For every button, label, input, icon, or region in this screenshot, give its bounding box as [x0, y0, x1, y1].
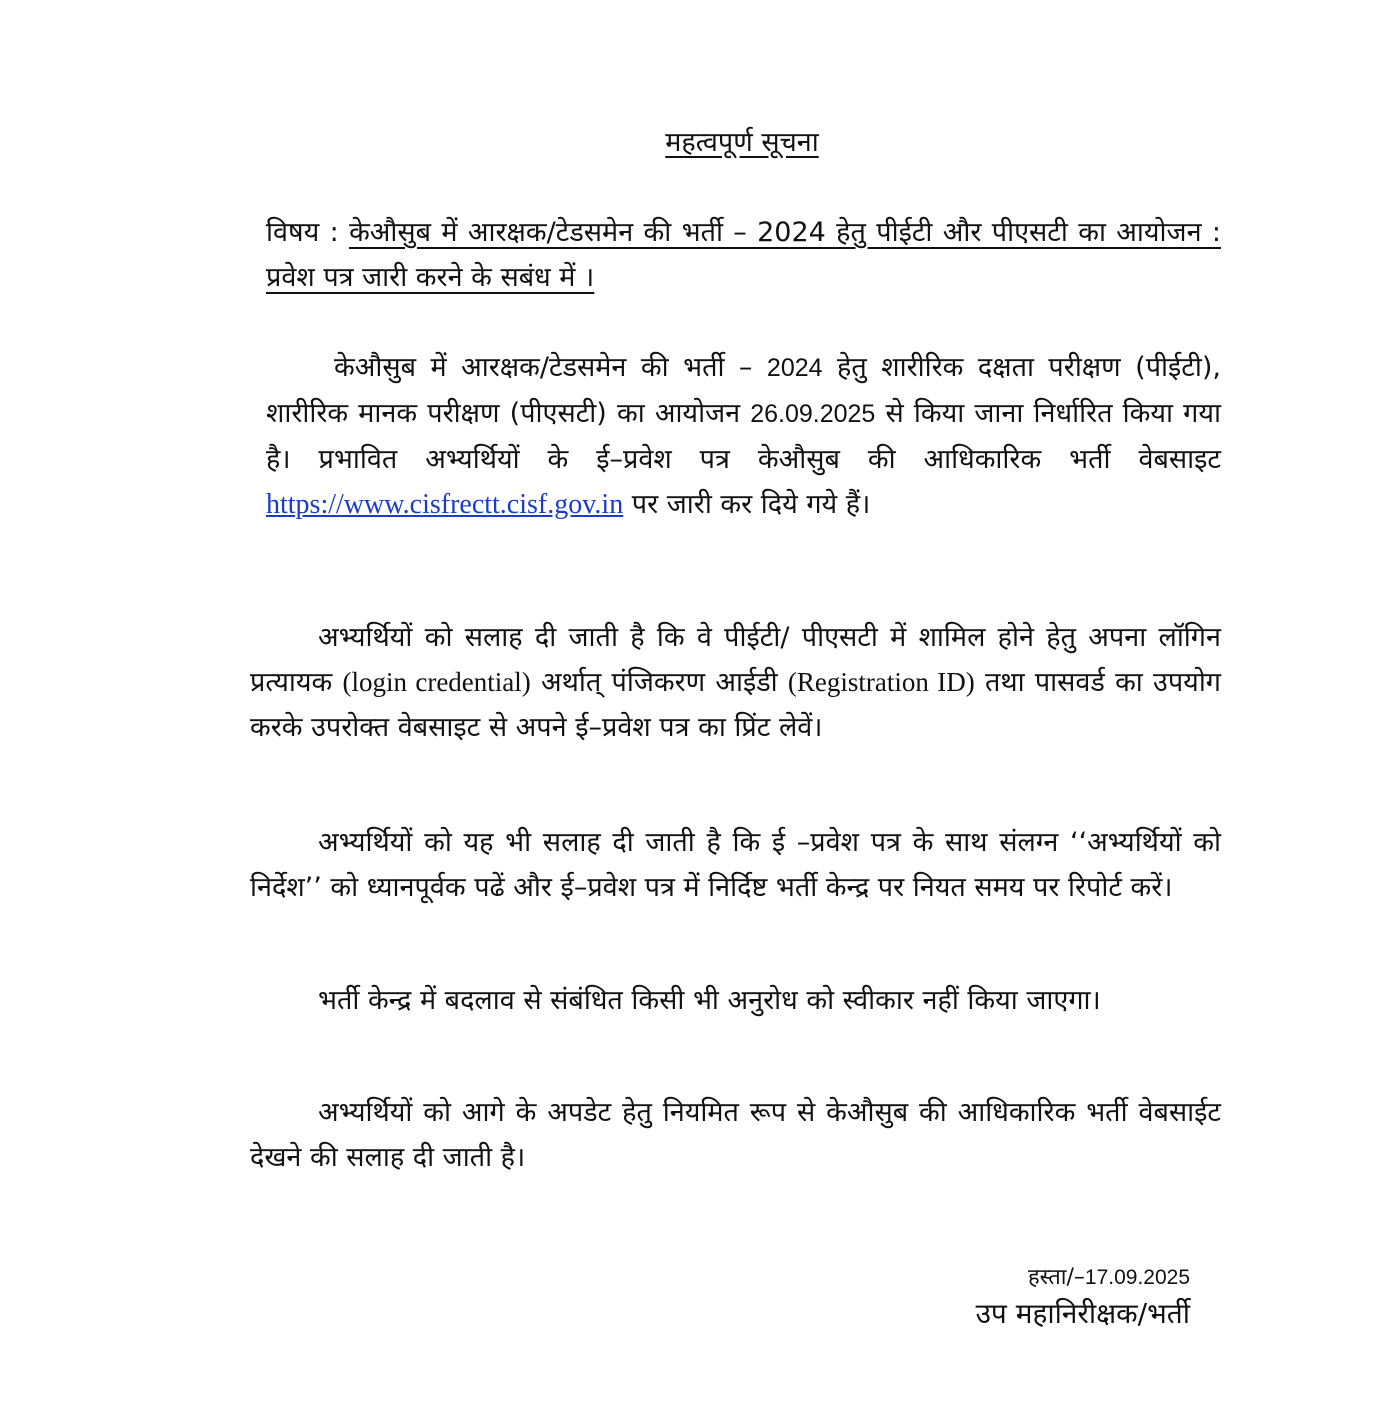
subject-label: विषय : [266, 217, 339, 248]
event-date: 26.09.2025 [750, 400, 876, 428]
paragraph-login-advice [250, 615, 1221, 750]
subject-line [266, 210, 1221, 300]
p1-text-c: से किया जाना निर्धारित किया गया है। प्रभावित अभ्यर्थियों के ई–प्रवेश पत्र केऔसुब की आधिकारिक भर्ती वेबसाइट [266, 398, 1221, 475]
signature-label: हस्ता/– [1028, 1265, 1085, 1290]
recruitment-year: 2024 [766, 354, 823, 382]
registration-id-term: (Registration ID) [787, 667, 975, 697]
p1-text-b: हेतु शारीरिक दक्षता परीक्षण (पीईटी), शारीरिक मानक परीक्षण (पीएसटी) का आयोजन [266, 352, 1222, 429]
signature-block [900, 1262, 1190, 1334]
paragraph-schedule [266, 345, 1221, 527]
p1-text-a: केऔसुब में आरक्षक/टेडसमेन की भर्ती – [334, 352, 767, 383]
signatory-designation: उप महानिरीक्षक/भर्ती [975, 1297, 1190, 1330]
subject-text: केऔसुब में आरक्षक/टेडसमेन की भर्ती – 2024 हेतु पीईटी और पीएसटी का आयोजन : प्रवेश पत्र जारी करने के सबंध में । [266, 217, 1221, 293]
notice-title: महत्वपूर्ण सूचना [665, 127, 819, 158]
signature-date-line [900, 1262, 1190, 1294]
p1-text-d: पर जारी कर दिये गये हैं। [623, 489, 871, 520]
signature-date: 17.09.2025 [1084, 1266, 1190, 1289]
paragraph-instructions: अभ्यर्थियों को यह भी सलाह दी जाती है कि ई –प्रवेश पत्र के साथ संलग्न ‘‘अभ्यर्थियों को निर्देश’’ को ध्यानपूर्वक पढें और ई–प्रवेश पत्र में निर्दिष्ट भर्ती केन्द्र पर नियत समय पर रिपोर्ट करें। [250, 827, 1221, 903]
p2-text-a: अभ्यर्थियों को सलाह दी जाती है कि वे पीईटी/ पीएसटी में शामिल होने हेतु अपना लॉगिन प्रत्यायक [250, 622, 1221, 698]
p2-text-b: अर्थात् पंजिकरण आईडी [530, 667, 788, 698]
paragraph-updates: अभ्यर्थियों को आगे के अपडेट हेतु नियमित रूप से केऔसुब की आधिकारिक भर्ती वेबसाईट देखने की सलाह दी जाती है। [250, 1097, 1221, 1173]
login-credential-term: (login credential) [342, 667, 531, 697]
p2-text-c: तथा पासवर्ड का उपयोग करके उपरोक्त वेबसाइट से अपने ई–प्रवेश पत्र का प्रिंट लेवें। [250, 667, 1222, 743]
recruitment-website-link[interactable]: https://www.cisfrectt.cisf.gov.in [266, 489, 624, 520]
paragraph-centre-change: भर्ती केन्द्र में बदलाव से संबंधित किसी भी अनुरोध को स्वीकार नहीं किया जाएगा। [318, 985, 1101, 1016]
